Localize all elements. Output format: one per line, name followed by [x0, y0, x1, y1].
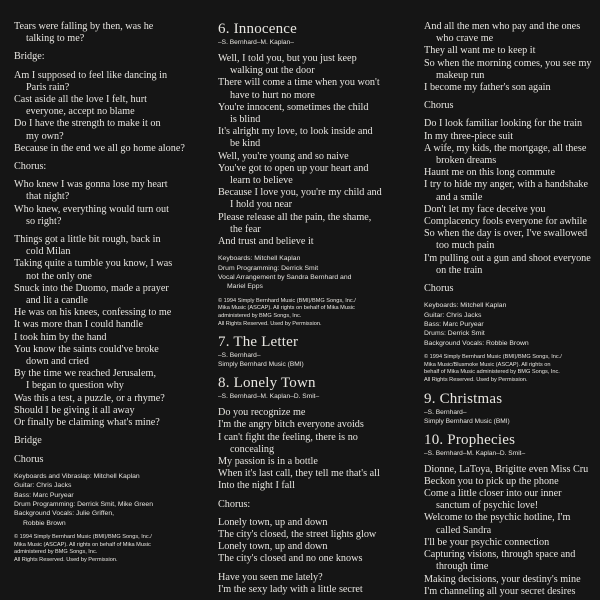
verse-block — [424, 464, 600, 598]
lyric-line: concealing — [230, 443, 275, 455]
lyric-line: Paris rain? — [26, 81, 70, 93]
musician-credit: Vocal Arrangement by Sandra Bernhard and — [218, 274, 352, 282]
lyric-line: too much pain — [436, 240, 495, 252]
lyric-line: In my three-piece suit — [424, 130, 514, 142]
lyric-line: Do I have the strength to make it on — [14, 118, 161, 130]
lyric-line: Come a little closer into our inner — [424, 488, 562, 500]
musician-credit: Robbie Brown — [23, 519, 66, 527]
lyric-line: who crave me — [436, 33, 494, 45]
lyric-line: Do I look familiar looking for the train — [424, 118, 583, 130]
lyric-line: It was more than I could handle — [14, 319, 144, 331]
lyric-line: Dionne, LaToya, Brigitte even Miss Cru — [424, 463, 589, 475]
copyright-block — [424, 354, 600, 384]
lyric-line: Cast aside all the love I felt, hurt — [14, 94, 147, 106]
songwriter-credit: –S. Bernhard–M. Kaplan–D. Smit– — [424, 449, 526, 457]
lyric-line: Don't let my face deceive you — [424, 203, 546, 215]
publisher-credit: Simply Bernhard Music (BMI) — [218, 361, 304, 369]
musician-credit: Keyboards: Mitchell Kaplan — [218, 255, 301, 263]
lyric-line: I'll be your psychic connection — [424, 536, 550, 548]
lyric-line: I took him by the hand — [14, 331, 107, 343]
songwriter-credit: –S. Bernhard– — [424, 408, 467, 416]
lyric-line: called Sandra — [436, 524, 492, 536]
lyric-line: the fear — [230, 223, 261, 235]
lyric-line: so right? — [26, 215, 62, 227]
lyric-line: not the only one — [26, 270, 92, 282]
song-title: 8. Lonely Town — [218, 375, 316, 392]
lyric-line: Taking quite a tumble you know, I was — [14, 258, 173, 270]
lyric-line: Snuck into the Duomo, made a prayer — [14, 282, 169, 294]
lyric-line: Complacency fools everyone for awhile — [424, 216, 587, 228]
lyric-line: on the train — [436, 264, 483, 276]
copyright-line: administered by BMG Songs, Inc. — [218, 313, 302, 320]
musician-credit: Keyboards and Vibraslap: Mitchell Kaplan — [14, 472, 140, 480]
credits-block — [218, 254, 418, 292]
lyric-line: Because in the end we all go home alone? — [14, 142, 185, 154]
lyric-line: and a smile — [436, 191, 483, 203]
lyric-line: through time — [436, 561, 489, 573]
copyright-line: All Rights Reserved. Used by Permission. — [14, 556, 118, 563]
lyric-line: cold Milan — [26, 246, 71, 258]
lyric-line: You're innocent, sometimes the child — [218, 101, 369, 113]
songwriter-credit: –S. Bernhard–M. Kaplan–D. Smit– — [218, 393, 320, 401]
verse-block — [424, 118, 600, 277]
chorus-heading: Chorus — [424, 283, 454, 295]
musician-credit: Guitar: Chris Jacks — [14, 482, 72, 490]
songwriter-credit: –S. Bernhard– — [218, 352, 261, 360]
bridge-heading: Bridge: — [14, 51, 45, 63]
verse-block — [14, 234, 210, 429]
musician-credit: Background Vocals: Julie Griffen, — [14, 510, 114, 518]
lyric-line: You know the saints could've broke — [14, 343, 159, 355]
song-title: 6. Innocence — [218, 21, 298, 37]
lyric-line: Haunt me on this long commute — [424, 167, 556, 179]
musician-credit: Drum Programming: Derrick Smit — [218, 264, 319, 272]
lyric-line: Welcome to the psychic hotline, I'm — [424, 512, 571, 524]
lyric-line: I try to hide my anger, with a handshake — [424, 179, 588, 191]
lyrics-column-right — [424, 0, 600, 600]
lyric-line: When it's last call, they tell me that's all — [218, 468, 380, 480]
lyric-line: makeup run — [436, 69, 485, 81]
section-heading — [14, 161, 210, 173]
song-title: 7. The Letter — [218, 334, 299, 351]
lyric-line: have to hurt no more — [230, 89, 315, 101]
credits-block — [14, 472, 210, 528]
musician-credit: Bass: Marc Puryear — [14, 491, 74, 499]
lyric-line: And all the men who pay and the ones — [424, 21, 581, 32]
lyric-line: You've got to open up your heart and — [218, 162, 369, 174]
lyric-line: The city's closed, the street lights glow — [218, 529, 377, 541]
song-title: 9. Christmas — [424, 390, 503, 407]
lyric-line: Was this a test, a puzzle, or a rhyme? — [14, 392, 165, 404]
lyric-line: Do you recognize me — [218, 407, 306, 419]
lyric-line: Who knew, everything would turn out — [14, 203, 169, 215]
musician-credit: Bass: Marc Puryear — [424, 321, 484, 329]
section-heading — [424, 100, 600, 112]
copyright-block — [218, 298, 418, 328]
lyric-line: My passion is in a bottle — [218, 456, 318, 468]
lyric-line: I began to question why — [26, 380, 124, 392]
section-heading — [424, 283, 600, 295]
lyric-line: By the time we reached Jerusalem, — [14, 368, 157, 380]
lyric-line: walking out the door — [230, 65, 315, 77]
lyric-line: Am I supposed to feel like dancing in — [14, 69, 168, 81]
lyric-line: So when the morning comes, you see my — [424, 57, 592, 69]
verse-block — [14, 179, 210, 228]
verse-block — [14, 70, 210, 155]
copyright-line: administered by BMG Songs, Inc. — [14, 549, 98, 556]
lyric-line: Lonely town, up and down — [218, 516, 328, 528]
lyric-line: I'm the sexy lady with a little secret — [218, 583, 363, 595]
lyric-line: I can't fight the feeling, there is no — [218, 431, 358, 443]
lyric-line: Well, you're young and so naive — [218, 150, 349, 162]
lyric-line: Capturing visions, through space and — [424, 549, 576, 561]
lyric-line: So when the day is over, I've swallowed — [424, 228, 588, 240]
lyric-line: broken dreams — [436, 155, 497, 167]
lyric-line: and lit a candle — [26, 295, 88, 307]
chorus-heading: Chorus: — [218, 498, 251, 510]
lyric-line: I'm the angry bitch everyone avoids — [218, 419, 364, 431]
verse-block — [218, 407, 418, 492]
lyric-line: everyone, accept no blame — [26, 106, 135, 118]
lyric-line: Things got a little bit rough, back in — [14, 234, 161, 246]
lyric-line: learn to believe — [230, 175, 293, 187]
copyright-block — [14, 534, 210, 564]
copyright-line: © 1994 Simply Bernhard Music (BMI)/BMG Songs, Inc./ — [424, 354, 562, 361]
lyric-line: that night? — [26, 191, 70, 203]
lyric-line: is blind — [230, 114, 261, 126]
lyric-line: Because I love you, you're my child and — [218, 187, 382, 199]
copyright-line: All Rights Reserved. Used by Permission. — [424, 377, 528, 384]
musician-credit: Background Vocals: Robbie Brown — [424, 339, 529, 347]
lyric-line: down and cried — [26, 356, 89, 368]
section-heading — [14, 51, 210, 63]
lyric-line: Or finally be claiming what's mine? — [14, 417, 160, 429]
lyric-line: I hold you near — [230, 199, 292, 211]
lyric-line: sanctum of psychic love! — [436, 500, 539, 512]
musician-credit: Drum Programming: Derrick Smit, Mike Green — [14, 500, 153, 508]
copyright-line: Mika Music/Blusmoke Music (ASCAP). All rights on — [424, 361, 551, 368]
lyric-line: Making decisions, your destiny's mine — [424, 573, 581, 585]
musician-credit: Drums: Derrick Smit — [424, 330, 485, 338]
verse-block — [218, 572, 418, 596]
copyright-line: Mika Music (ASCAP). All rights on behalf of Mika Music — [218, 305, 355, 312]
lyric-line: talking to me? — [26, 33, 85, 45]
lyric-line: Into the night I fall — [218, 480, 295, 492]
lyric-line: He was on his knees, confessing to me — [14, 307, 172, 319]
lyric-line: Have you seen me lately? — [218, 571, 323, 583]
section-heading — [218, 499, 418, 511]
chorus-heading: Chorus — [424, 100, 454, 112]
copyright-line: All Rights Reserved. Used by Permission. — [218, 320, 322, 327]
lyrics-column-middle — [218, 0, 418, 600]
bridge-heading: Bridge — [14, 435, 42, 447]
lyric-line: Lonely town, up and down — [218, 541, 328, 553]
chorus-heading: Chorus: — [14, 161, 47, 173]
section-heading — [14, 435, 210, 447]
lyric-line: Well, I told you, but you just keep — [218, 53, 357, 64]
lyric-line: Please release all the pain, the shame, — [218, 211, 372, 223]
section-heading — [14, 454, 210, 466]
lyrics-column-left — [14, 0, 210, 600]
lyric-line: Beckon you to pick up the phone — [424, 475, 559, 487]
lyric-line: The city's closed and no one knows — [218, 553, 363, 565]
lyric-line: A wife, my kids, the mortgage, all these — [424, 142, 587, 154]
lyric-line: They all want me to keep it — [424, 45, 536, 57]
verse-block — [218, 517, 418, 566]
publisher-credit: Simply Bernhard Music (BMI) — [424, 417, 510, 425]
musician-credit: Guitar: Chris Jacks — [424, 311, 482, 319]
copyright-line: © 1994 Simply Bernhard Music (BMI)/BMG Songs, Inc./ — [14, 534, 152, 541]
musician-credit: Mariel Epps — [227, 283, 263, 291]
lyric-line: I become my father's son again — [424, 82, 551, 94]
lyric-line: be kind — [230, 138, 261, 150]
lyric-line: Who knew I was gonna lose my heart — [14, 179, 168, 191]
copyright-line: © 1994 Simply Bernhard Music (BMI)/BMG Songs, Inc./ — [218, 297, 356, 304]
lyric-line: Tears were falling by then, was he — [14, 21, 154, 32]
lyric-line: There will come a time when you won't — [218, 77, 380, 89]
lyric-line: I'm channeling all your secret desires — [424, 585, 576, 597]
musician-credit: Keyboards: Mitchell Kaplan — [424, 302, 507, 310]
lyric-line: I'm pulling out a gun and shoot everyone — [424, 252, 591, 264]
verse-block — [424, 21, 600, 94]
chorus-heading: Chorus — [14, 453, 44, 465]
lyric-line: my own? — [26, 130, 64, 142]
credits-block — [424, 301, 600, 348]
lyric-line: And trust and believe it — [218, 236, 314, 248]
verse-block — [14, 21, 210, 45]
copyright-line: Mika Music (ASCAP). All rights on behalf of Mika Music — [14, 541, 151, 548]
lyric-line: It's alright my love, to look inside and — [218, 126, 373, 138]
songwriter-credit: –S. Bernhard–M. Kaplan– — [218, 39, 294, 46]
copyright-line: behalf of Mika Music administered by BMG Songs, Inc. — [424, 369, 560, 376]
verse-block — [218, 53, 418, 248]
song-title: 10. Prophecies — [424, 431, 516, 448]
lyric-line: Should I be giving it all away — [14, 404, 135, 416]
